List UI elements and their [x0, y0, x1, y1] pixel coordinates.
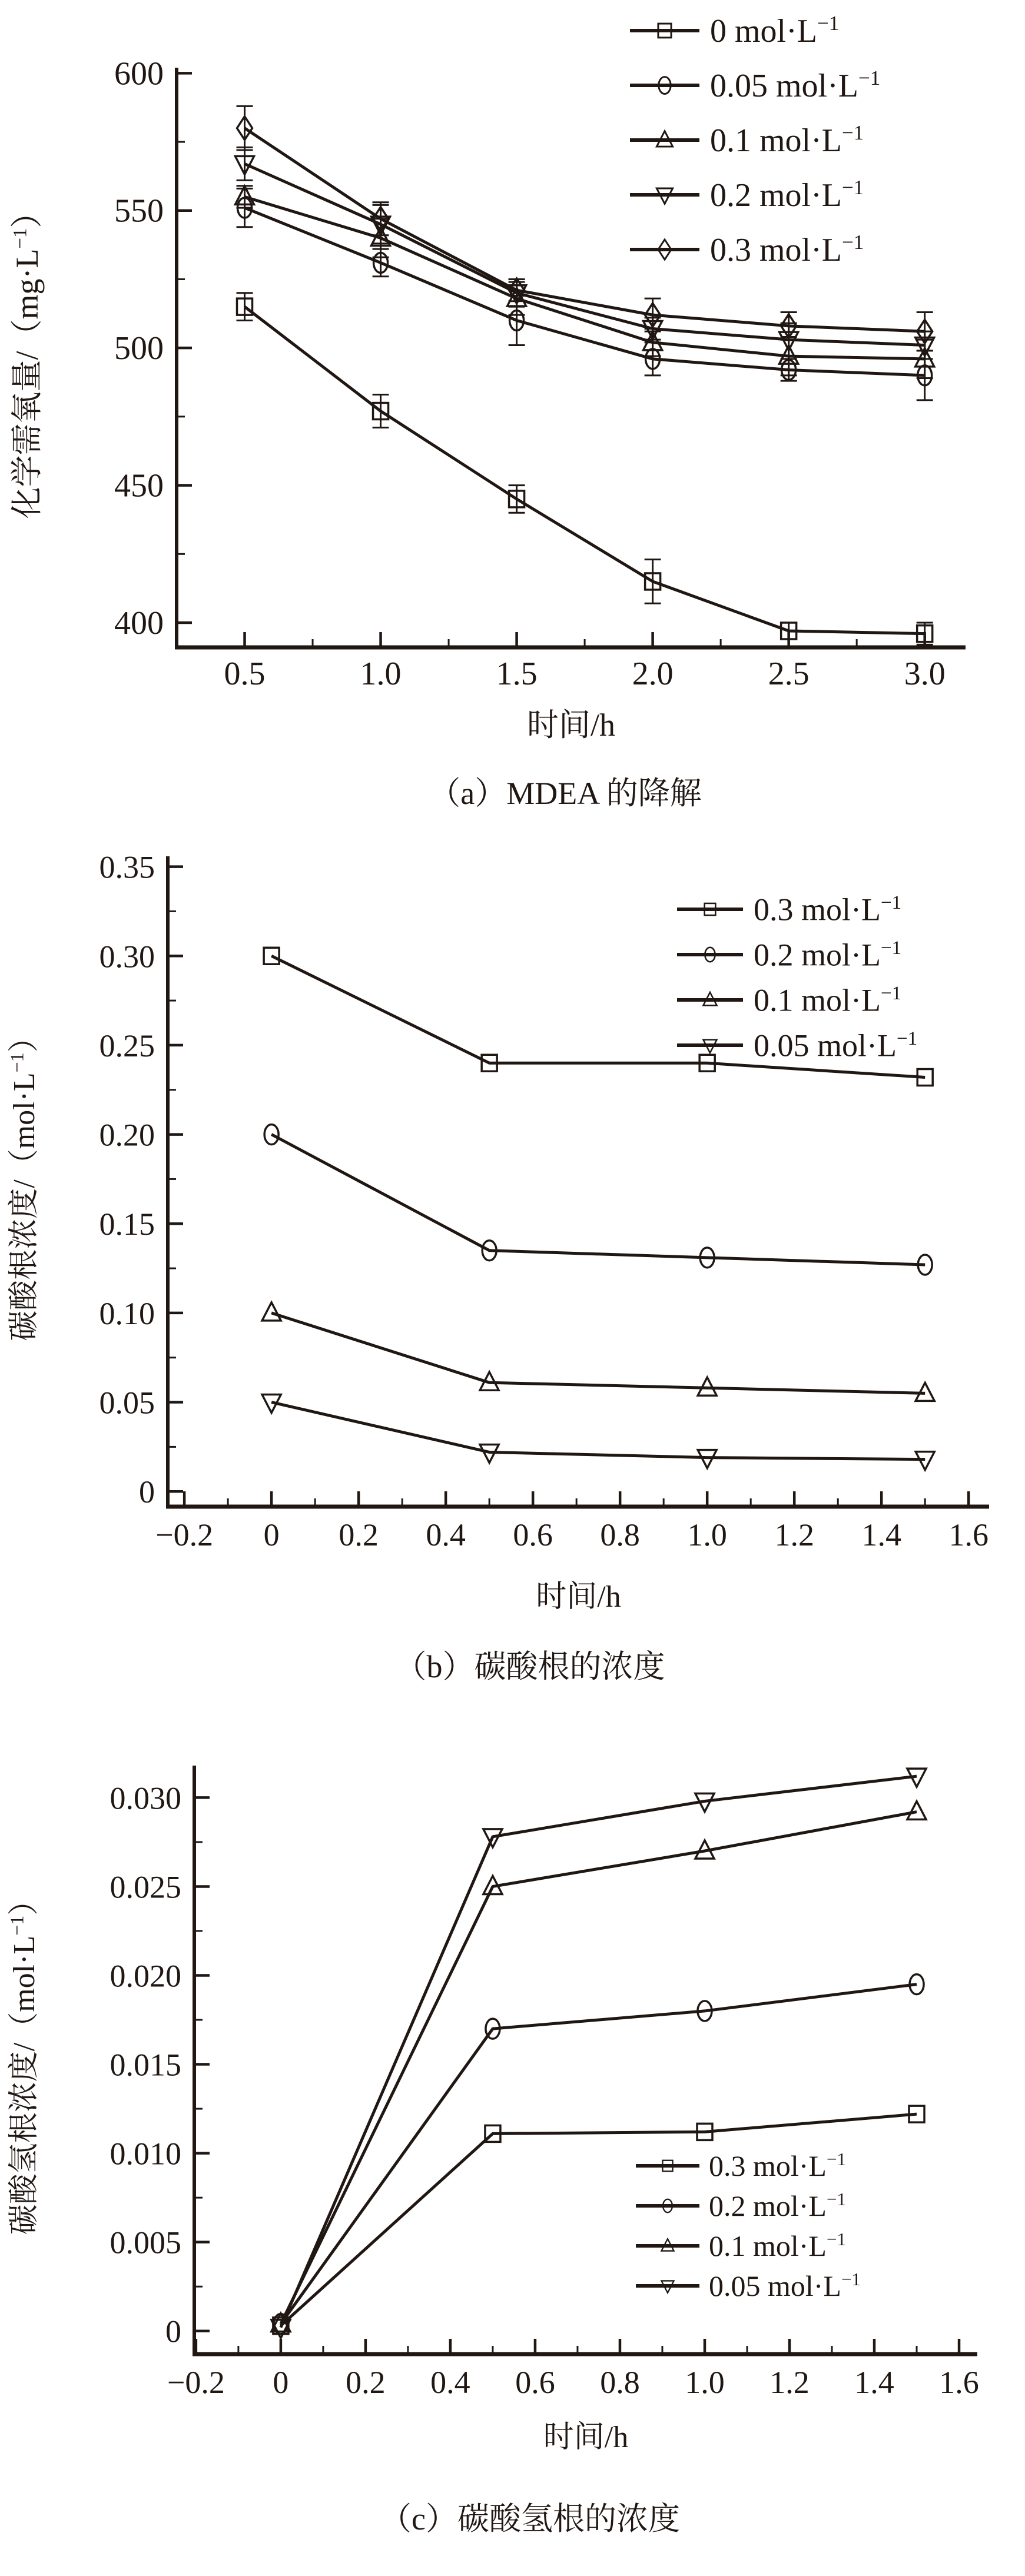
- x-tick-label: [861, 1517, 901, 1553]
- caption: [429, 776, 701, 811]
- chart-a-mdea-degradation: [0, 0, 1025, 842]
- x-tick-label: [939, 2365, 979, 2400]
- series-line: [271, 1313, 925, 1393]
- text-run: 0.25: [99, 1028, 155, 1063]
- legend-label: [710, 121, 864, 159]
- text-run: 0.1 mol·L: [709, 2229, 827, 2262]
- panel-b: [0, 842, 1025, 1689]
- y-tick-label: [99, 1206, 155, 1242]
- x-tick-label: [430, 2365, 470, 2400]
- legend-item: [636, 2269, 861, 2302]
- x-tick-label: [496, 656, 538, 692]
- text-run: 0.1 mol·L: [754, 982, 881, 1018]
- y-tick-label: [99, 1296, 155, 1331]
- series-line: [271, 1402, 925, 1460]
- y-tick-label: [110, 2047, 182, 2083]
- x-tick-label: [167, 2365, 225, 2400]
- text-run: 1.0: [687, 1517, 727, 1553]
- superscript: −1: [6, 1052, 28, 1073]
- text-run: ）: [8, 1884, 41, 1916]
- plot-area: [9, 55, 966, 811]
- legend-label: [710, 12, 839, 49]
- text-run: −0.2: [155, 1517, 214, 1553]
- legend-label: [709, 2229, 846, 2262]
- superscript: −1: [826, 2149, 846, 2169]
- text-run: 0.05: [99, 1385, 155, 1421]
- y-axis-title: [9, 196, 45, 518]
- superscript: −1: [841, 2269, 861, 2289]
- superscript: −1: [826, 2229, 846, 2249]
- text-run: （a）MDEA 的降解: [429, 776, 702, 811]
- x-tick-label: [346, 2365, 386, 2400]
- superscript: −1: [880, 937, 902, 959]
- legend-item: [630, 121, 864, 159]
- x-tick-label: [264, 1517, 280, 1553]
- x-tick-label: [685, 2365, 725, 2400]
- x-tick-label: [769, 2365, 810, 2400]
- x-axis-title: [543, 2421, 628, 2454]
- text-run: 1.2: [769, 2365, 810, 2400]
- text-run: 0: [273, 2365, 289, 2400]
- superscript: −1: [826, 2189, 846, 2209]
- x-tick-label: [948, 1517, 988, 1553]
- text-run: 0.20: [99, 1117, 155, 1153]
- series-line: [245, 197, 925, 358]
- text-run: 0.2 mol·L: [710, 177, 842, 214]
- panel-c: [0, 1689, 1025, 2576]
- text-run: 0.2 mol·L: [709, 2189, 827, 2222]
- marker-triangle-up: [262, 1302, 281, 1321]
- x-tick-label: [515, 2365, 555, 2400]
- x-tick-label: [273, 2365, 288, 2400]
- y-tick-label: [114, 55, 164, 92]
- text-run: 0.3 mol·L: [710, 232, 842, 269]
- text-run: 2.0: [632, 656, 674, 692]
- text-run: 0.30: [99, 939, 155, 975]
- legend-label: [709, 2189, 846, 2222]
- legend-label: [754, 937, 901, 972]
- y-tick-label: [114, 605, 164, 641]
- y-tick-label: [110, 1869, 182, 1904]
- text-run: 时间/h: [536, 1580, 621, 1614]
- superscript: −1: [841, 121, 864, 144]
- text-run: 0.030: [110, 1780, 181, 1816]
- series-line: [271, 1135, 925, 1265]
- text-run: 1.0: [685, 2365, 725, 2400]
- text-run: 0: [139, 1474, 155, 1510]
- y-tick-label: [99, 1385, 155, 1421]
- y-tick-label: [110, 1958, 182, 1993]
- text-run: 0.005: [110, 2225, 181, 2261]
- legend-item: [677, 892, 901, 927]
- y-tick-label: [114, 468, 164, 504]
- text-run: 600: [114, 55, 164, 92]
- legend-item: [630, 176, 864, 214]
- text-run: 0: [165, 2314, 181, 2349]
- legend-label: [710, 176, 864, 214]
- superscript: −1: [9, 228, 31, 249]
- x-tick-label: [426, 1517, 466, 1553]
- text-run: −0.2: [167, 2365, 225, 2400]
- legend: [636, 2149, 861, 2302]
- x-axis-title: [527, 707, 615, 743]
- y-tick-label: [99, 1118, 155, 1153]
- text-run: 0.8: [600, 2365, 640, 2400]
- caption: [380, 2501, 680, 2537]
- text-run: 0.05 mol·L: [710, 68, 858, 105]
- x-tick-label: [687, 1517, 727, 1553]
- x-tick-label: [632, 656, 674, 692]
- text-run: 0.010: [110, 2136, 181, 2172]
- y-tick-label: [99, 939, 155, 974]
- text-run: 0.6: [513, 1517, 553, 1553]
- y-tick-label: [110, 2136, 182, 2172]
- y-tick-label: [165, 2314, 181, 2349]
- x-tick-label: [600, 1517, 640, 1553]
- text-run: 550: [114, 192, 164, 230]
- legend-label: [709, 2269, 861, 2302]
- y-tick-label: [114, 330, 164, 367]
- marker-triangle-up: [907, 1801, 926, 1820]
- superscript: −1: [841, 175, 864, 199]
- text-run: 时间/h: [526, 707, 616, 743]
- y-axis-title: [6, 1885, 41, 2235]
- legend-item: [677, 982, 901, 1018]
- text-run: 化学需氧量/（mg·L: [9, 248, 45, 519]
- superscript: −1: [896, 1028, 918, 1049]
- x-tick-label: [854, 2365, 894, 2400]
- legend-label: [754, 982, 901, 1018]
- y-tick-label: [110, 2225, 182, 2261]
- x-tick-label: [774, 1517, 814, 1553]
- legend-item: [677, 1028, 917, 1063]
- text-run: 500: [114, 330, 164, 367]
- text-run: 400: [114, 604, 164, 641]
- legend-label: [710, 67, 880, 104]
- x-tick-label: [155, 1517, 213, 1553]
- text-run: ）: [9, 196, 45, 228]
- y-tick-label: [99, 850, 155, 885]
- legend: [677, 892, 917, 1063]
- marker-triangle-down: [915, 1452, 934, 1470]
- legend-item: [636, 2189, 846, 2222]
- text-run: 0: [263, 1517, 280, 1553]
- text-run: 0.15: [99, 1206, 155, 1242]
- text-run: 0.5: [224, 656, 266, 692]
- text-run: 450: [114, 467, 164, 504]
- legend-label: [754, 1028, 917, 1063]
- text-run: 0.1 mol·L: [710, 122, 842, 159]
- y-tick-label: [114, 193, 164, 230]
- text-run: 0.05 mol·L: [754, 1028, 897, 1063]
- text-run: 0.6: [515, 2365, 555, 2400]
- text-run: 1.4: [861, 1517, 901, 1553]
- x-tick-label: [224, 656, 266, 692]
- text-run: 碳酸根浓度/（mol·L: [8, 1072, 41, 1341]
- text-run: 0.015: [110, 2047, 181, 2083]
- text-run: 1.2: [774, 1517, 814, 1553]
- text-run: 0.3 mol·L: [709, 2149, 827, 2182]
- x-tick-label: [600, 2365, 640, 2400]
- x-tick-label: [360, 656, 402, 692]
- text-run: 0.2 mol·L: [754, 937, 881, 973]
- y-tick-label: [139, 1474, 155, 1510]
- text-run: 2.5: [768, 656, 810, 692]
- text-run: 0.2: [339, 1517, 379, 1553]
- text-run: 0.10: [99, 1295, 155, 1331]
- text-run: 0.35: [99, 849, 155, 885]
- x-tick-label: [904, 656, 946, 692]
- text-run: 1.0: [360, 656, 402, 692]
- superscript: −1: [6, 1915, 28, 1936]
- text-run: 0 mol·L: [710, 13, 817, 50]
- y-tick-label: [99, 1028, 155, 1063]
- text-run: 碳酸氢根浓度/（mol·L: [8, 1935, 41, 2235]
- text-run: 0.4: [430, 2365, 470, 2400]
- caption: [395, 1649, 665, 1684]
- legend-label: [709, 2149, 846, 2182]
- text-run: 1.5: [496, 656, 538, 692]
- x-tick-label: [768, 656, 810, 692]
- legend-item: [636, 2149, 846, 2182]
- text-run: 0.025: [110, 1869, 181, 1905]
- text-run: 1.6: [948, 1517, 988, 1553]
- legend-item: [677, 937, 901, 972]
- text-run: （b）碳酸根的浓度: [394, 1649, 665, 1684]
- panel-a: [0, 0, 1025, 842]
- text-run: （c）碳酸氢根的浓度: [380, 2501, 680, 2537]
- chart-c-bicarbonate-concentration: [0, 1689, 1025, 2576]
- legend-item: [636, 2229, 846, 2262]
- superscript: −1: [841, 230, 864, 254]
- legend: [630, 12, 880, 268]
- text-run: 0.2: [346, 2365, 386, 2400]
- text-run: 1.4: [854, 2365, 894, 2400]
- text-run: 0.05 mol·L: [709, 2269, 841, 2302]
- text-run: 0.020: [110, 1958, 181, 1994]
- x-tick-label: [339, 1517, 379, 1553]
- legend-item: [630, 67, 880, 104]
- superscript: −1: [880, 982, 902, 1004]
- chart-b-carbonate-concentration: [0, 842, 1025, 1689]
- legend-item: [630, 231, 864, 268]
- text-run: 1.6: [939, 2365, 979, 2400]
- text-run: ）: [8, 1022, 41, 1053]
- plot-area: [6, 850, 989, 1684]
- y-axis-title: [6, 1022, 41, 1341]
- legend-item: [630, 12, 839, 49]
- text-run: 0.3 mol·L: [754, 892, 881, 928]
- superscript: −1: [858, 66, 881, 89]
- x-axis-title: [536, 1580, 621, 1614]
- text-run: 3.0: [904, 656, 946, 692]
- x-tick-label: [513, 1517, 553, 1553]
- text-run: 0.4: [426, 1517, 466, 1553]
- superscript: −1: [817, 11, 840, 35]
- legend-label: [754, 892, 901, 927]
- y-tick-label: [110, 1780, 182, 1816]
- text-run: 0.8: [600, 1517, 640, 1553]
- text-run: 时间/h: [543, 2421, 629, 2454]
- superscript: −1: [880, 892, 902, 913]
- legend-label: [710, 231, 864, 268]
